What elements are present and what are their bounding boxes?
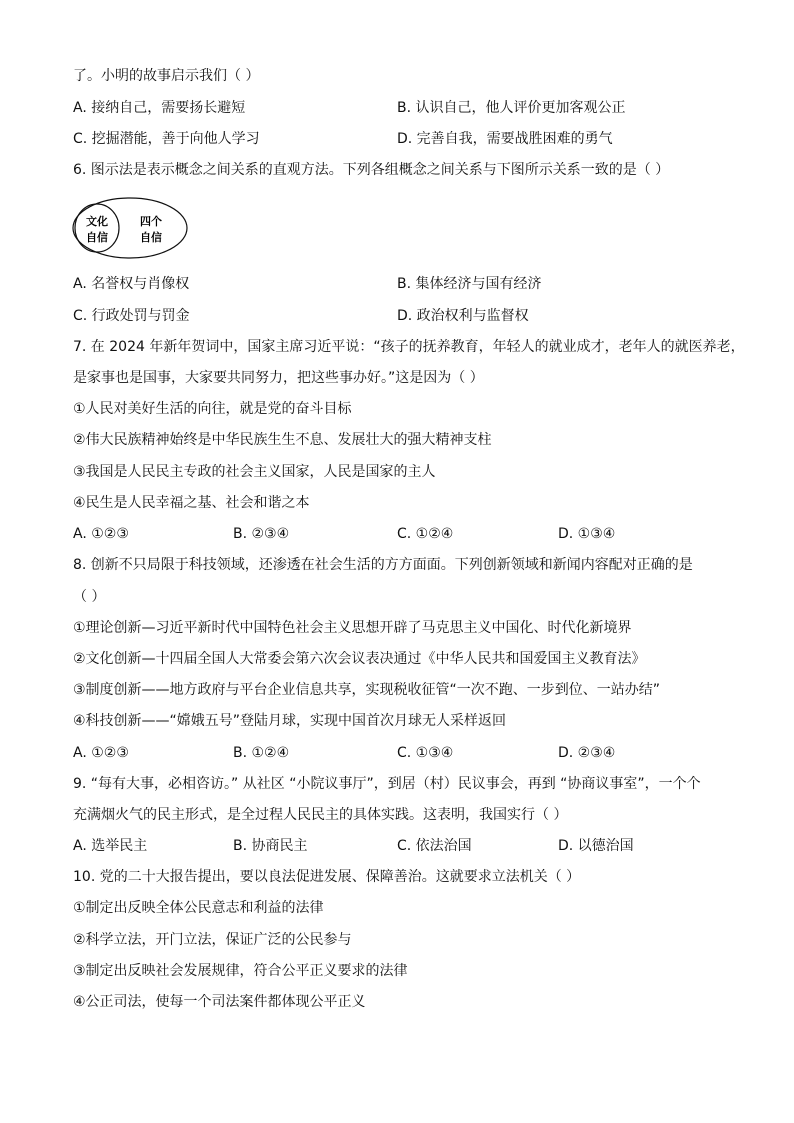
q8-stem-line-1: 8. 创新不只局限于科技领域，还渗透在社会生活的方方面面。下列创新领域和新闻内容配对正确的是	[73, 557, 693, 573]
outer-ellipse	[73, 198, 187, 258]
q7-statement-3: ③我国是人民民主专政的社会主义国家，人民是国家的主人	[73, 464, 436, 480]
q7-statement-2: ②伟大民族精神始终是中华民族生生不息、发展壮大的强大精神支柱	[73, 432, 492, 448]
q10-statement-2: ②科学立法，开门立法，保证广泛的公民参与	[73, 932, 352, 948]
q7-statement-1: ①人民对美好生活的向往，就是党的奋斗目标	[73, 401, 352, 417]
q7-stem-line-1: 7. 在 2024 年新年贺词中，国家主席习近平说：“孩子的抚养教育，年轻人的就业成才，老年人的就医养老，	[73, 339, 745, 355]
q5-option-b: B. 认识自己，他人评价更加客观公正	[397, 100, 626, 116]
q8-statement-3: ③制度创新——地方政府与平台企业信息共享，实现税收征管“一次不跑、一步到位、一站办结”	[73, 682, 661, 698]
q7-statement-4: ④民生是人民幸福之基、社会和谐之本	[73, 495, 310, 511]
q7-option-b: B. ②③④	[233, 526, 290, 542]
q8-statement-4: ④科技创新——“嫦娥五号”登陆月球，实现中国首次月球无人采样返回	[73, 713, 507, 729]
q5-option-c: C. 挖掘潜能，善于向他人学习	[73, 131, 260, 147]
q7-option-d: D. ①③④	[558, 526, 616, 542]
q8-statement-1: ①理论创新—习近平新时代中国特色社会主义思想开辟了马克思主义中国化、时代化新境界	[73, 620, 632, 636]
q9-option-b: B. 协商民主	[233, 838, 308, 854]
inner-ellipse	[75, 204, 119, 252]
q6-option-b: B. 集体经济与国有经济	[397, 276, 542, 292]
q6-stem: 6. 图示法是表示概念之间关系的直观方法。下列各组概念之间关系与下图所示关系一致的是（ ）	[73, 162, 670, 178]
q7-stem-line-2: 是家事也是国事，大家要共同努力，把这些事办好。”这是因为（ ）	[73, 370, 484, 386]
q8-statement-2: ②文化创新—十四届全国人大常委会第六次会议表决通过《中华人民共和国爱国主义教育法》	[73, 651, 646, 667]
q5-stem-tail: 了。小明的故事启示我们（ ）	[73, 68, 260, 84]
q10-statement-4: ④公正司法，使每一个司法案件都体现公平正义	[73, 994, 366, 1010]
q9-stem-line-2: 充满烟火气的民主形式，是全过程人民民主的具体实践。这表明，我国实行（ ）	[73, 807, 568, 823]
q10-stem: 10. 党的二十大报告提出，要以良法促进发展、保障善治。这就要求立法机关（ ）	[73, 869, 581, 885]
inner-label-2: 自信	[86, 231, 108, 244]
q6-option-a: A. 名誉权与肖像权	[73, 276, 190, 292]
venn-diagram	[72, 197, 190, 259]
q8-option-c: C. ①③④	[397, 745, 454, 761]
outer-label-2: 自信	[140, 231, 162, 244]
q9-option-d: D. 以德治国	[558, 838, 634, 854]
q6-option-d: D. 政治权利与监督权	[397, 308, 529, 324]
q10-statement-1: ①制定出反映全体公民意志和利益的法律	[73, 900, 324, 916]
q9-option-a: A. 选举民主	[73, 838, 148, 854]
q6-option-c: C. 行政处罚与罚金	[73, 308, 190, 324]
q8-option-b: B. ①②④	[233, 745, 290, 761]
q7-option-c: C. ①②④	[397, 526, 454, 542]
q7-option-a: A. ①②③	[73, 526, 129, 542]
inner-label-1: 文化	[86, 215, 108, 228]
q9-option-c: C. 依法治国	[397, 838, 472, 854]
q10-statement-3: ③制定出反映社会发展规律，符合公平正义要求的法律	[73, 963, 408, 979]
q8-stem-line-2: （ ）	[73, 589, 106, 605]
q9-stem-line-1: 9. “每有大事，必相咨访。” 从社区 “小院议事厅”，到居（村）民议事会，再到 “协商议事室”，一个个	[73, 776, 701, 792]
outer-label-1: 四个	[140, 215, 162, 228]
q5-option-d: D. 完善自我，需要战胜困难的勇气	[397, 131, 613, 147]
q5-option-a: A. 接纳自己，需要扬长避短	[73, 100, 246, 116]
q8-option-d: D. ②③④	[558, 745, 616, 761]
q8-option-a: A. ①②③	[73, 745, 129, 761]
